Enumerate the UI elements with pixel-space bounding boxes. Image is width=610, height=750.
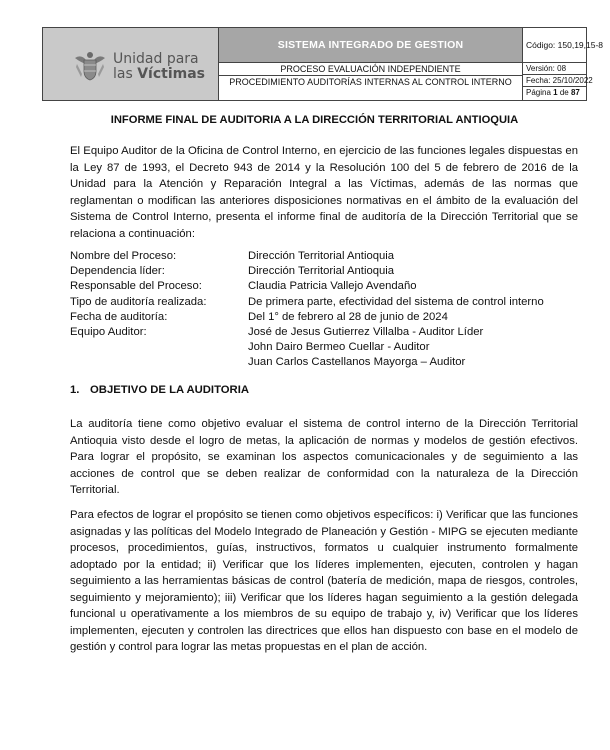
detail-value: José de Jesus Gutierrez Villalba - Auditor Líder [248,326,484,339]
detail-value: De primera parte, efectividad del sistema de control interno [248,295,544,308]
intro-paragraph: El Equipo Auditor de la Oficina de Control Interno, en ejercicio de las funciones legales dispuestas en la Ley 87 de 1993, el Decreto 943 de 2014 y la Resolución 100 del 5 de febrero de 2016 de la Unidad para la Atención y Reparación Integral a las Víctimas, además de las normas que reglamentan o modifican las anteriores disposiciones normativas en el ámbito de la evaluación del Sistema de Control Interno, presenta el informe final de auditoría de la Dirección Territorial que se relaciona a continuación: [70,145,578,240]
detail-key: Nombre del Proceso: [70,250,177,262]
detail-row [70,264,590,279]
detail-key [70,340,248,355]
logo-line-1: Unidad para [113,51,199,67]
detail-row [70,310,590,325]
detail-key: Dependencia líder: [70,265,165,278]
detail-value: Juan Carlos Castellanos Mayorga – Auditor [248,356,466,369]
logo-line-2-bold: Víctimas [137,66,206,82]
page-total: 87 [570,88,580,97]
detail-key: Fecha de auditoría: [70,310,168,323]
section-heading [70,384,249,396]
detail-value: John Dairo Bermeo Cuellar - Auditor [248,341,430,354]
process-name: PROCESO EVALUACIÓN INDEPENDIENTE [219,63,522,76]
header-middle-cell [219,28,523,100]
objective-paragraph-1: La auditoría tiene como objetivo evaluar el sistema de control interno de la Dirección Territorial Antioquia visto desde el logro de metas, la aplicación de normas y modelos de gestión efectivos. Para lograr el propósito, se examinan los aspectos comunicacionales y de seguimiento a las acciones de control que se deben realizar de conformidad con la naturaleza de la Dirección Territorial. [70,418,578,496]
page-prefix: Página [526,88,554,97]
audit-details [70,249,590,371]
detail-value: Del 1° de febrero al 28 de junio de 2024 [248,310,448,323]
document-version: Versión: 08 [523,63,586,75]
procedure-name: PROCEDIMIENTO AUDITORÍAS INTERNAS AL CONTROL INTERNO [229,77,512,87]
detail-key: Tipo de auditoría realizada: [70,295,207,308]
report-title: INFORME FINAL DE AUDITORIA A LA DIRECCIÓN TERRITORIAL ANTIOQUIA [110,114,519,126]
section-title: OBJETIVO DE LA AUDITORIA [90,384,250,396]
page-mid: de [557,88,571,97]
logo-line-2 [113,67,205,82]
document-code: Código: 150,19,15-8 [523,28,586,63]
document-header [42,27,604,101]
objective-paragraph-2: Para efectos de lograr el propósito se tienen como objetivos específicos: i) Verificar que las funciones asignadas y las políticas del Modelo Integrado de Planeación y Gestión - MIPG se ejecuten mediante procesos, procedimientos, guías, instructivos, formatos u cualquier instrumento formalmente adoptado por la entidad; ii) Verificar que los líderes implementen, ejecuten, controlen y hagan seguimiento a las herramientas básicas de control (batería de medición, mapa de riesgos, controles, seguimiento y mejoramiento); iii) Verificar que los líderes hagan seguimiento a la gestión delegada funcional u operativamente a los miembros de su equipo de trabajo y, iv) Verificar que los líderes implementen, ejecuten y controlen las directrices que ellos han dispuesto con base en el modelo de gestión y control para lograr las metas propuestas en el plan de acción. [70,509,578,653]
page-number [523,87,586,99]
logo-wordmark [113,52,205,82]
detail-row [70,355,590,370]
header-meta-cell [523,28,604,100]
colombia-coat-of-arms-icon [73,50,107,82]
detail-key: Equipo Auditor: [70,326,147,339]
detail-row [70,279,590,294]
detail-row [70,340,590,355]
section-number: 1. [70,384,80,396]
detail-key [70,355,248,370]
document-date: Fecha: 25/10/2022 [523,75,586,87]
detail-value: Claudia Patricia Vallejo Avendaño [248,280,417,293]
detail-row [70,325,590,340]
detail-value: Dirección Territorial Antioquia [248,265,395,278]
logo-cell [43,28,219,100]
detail-key: Responsable del Proceso: [70,280,202,293]
detail-row [70,295,590,310]
detail-value: Dirección Territorial Antioquia [248,250,395,262]
detail-row [70,249,590,264]
system-title: SISTEMA INTEGRADO DE GESTION [219,28,522,63]
logo-line-2-prefix: las [113,66,138,82]
page-current: 1 [553,88,558,97]
